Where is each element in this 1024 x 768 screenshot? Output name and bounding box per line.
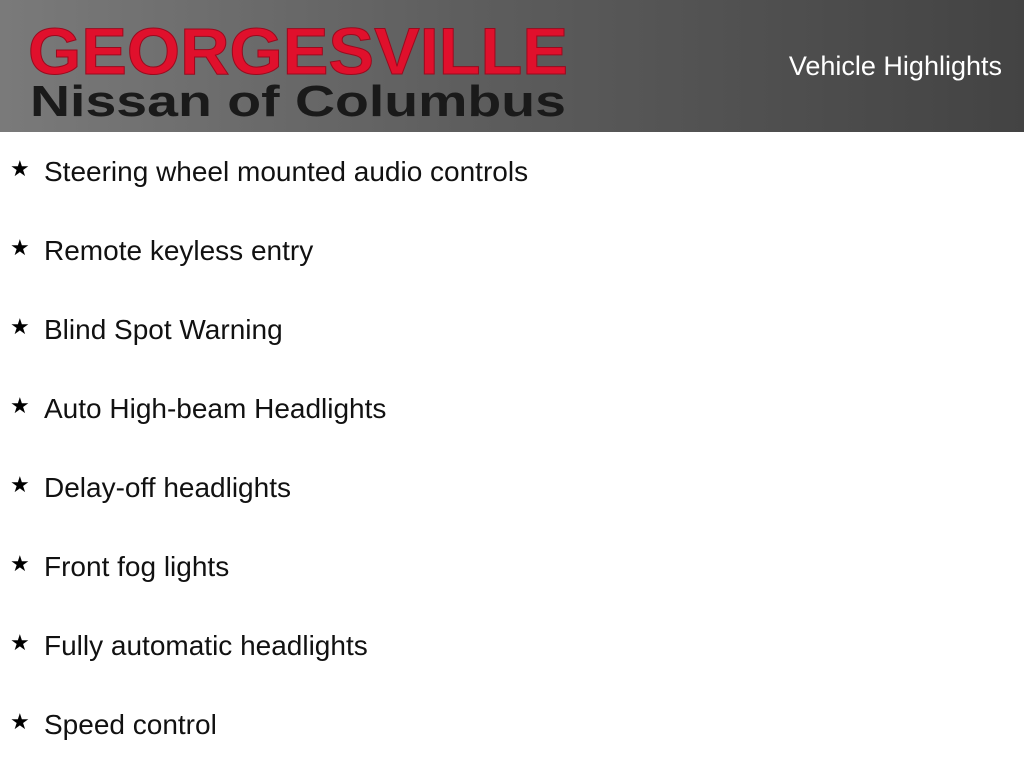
star-icon: ★ — [10, 631, 30, 656]
highlight-item — [0, 685, 1024, 764]
highlight-label: Fully automatic headlights — [44, 630, 368, 661]
star-icon: ★ — [10, 710, 30, 735]
highlight-label: Remote keyless entry — [44, 235, 314, 266]
logo-line2: Nissan of Columbus — [30, 77, 566, 122]
highlight-item — [0, 606, 1024, 685]
highlight-label: Front fog lights — [44, 551, 230, 582]
star-icon: ★ — [10, 315, 30, 340]
highlight-item — [0, 527, 1024, 606]
dealer-logo[interactable] — [28, 12, 573, 122]
page-header — [0, 0, 1024, 132]
star-icon: ★ — [10, 473, 30, 498]
star-icon: ★ — [10, 157, 30, 182]
highlight-item — [0, 290, 1024, 369]
highlight-item — [0, 369, 1024, 448]
highlight-item — [0, 211, 1024, 290]
highlight-label: Delay-off headlights — [44, 472, 291, 503]
page-title: Vehicle Highlights — [788, 51, 1002, 81]
highlight-label: Auto High-beam Headlights — [44, 393, 387, 424]
star-icon: ★ — [10, 236, 30, 261]
star-icon: ★ — [10, 394, 30, 419]
star-icon: ★ — [10, 552, 30, 577]
highlight-label: Speed control — [44, 709, 217, 740]
vehicle-highlights-list — [0, 132, 1024, 764]
highlight-label: Blind Spot Warning — [44, 314, 283, 345]
highlight-item — [0, 132, 1024, 211]
highlight-item — [0, 448, 1024, 527]
highlight-label: Steering wheel mounted audio controls — [44, 156, 529, 187]
logo-line1: GEORGESVILLE — [28, 14, 568, 88]
